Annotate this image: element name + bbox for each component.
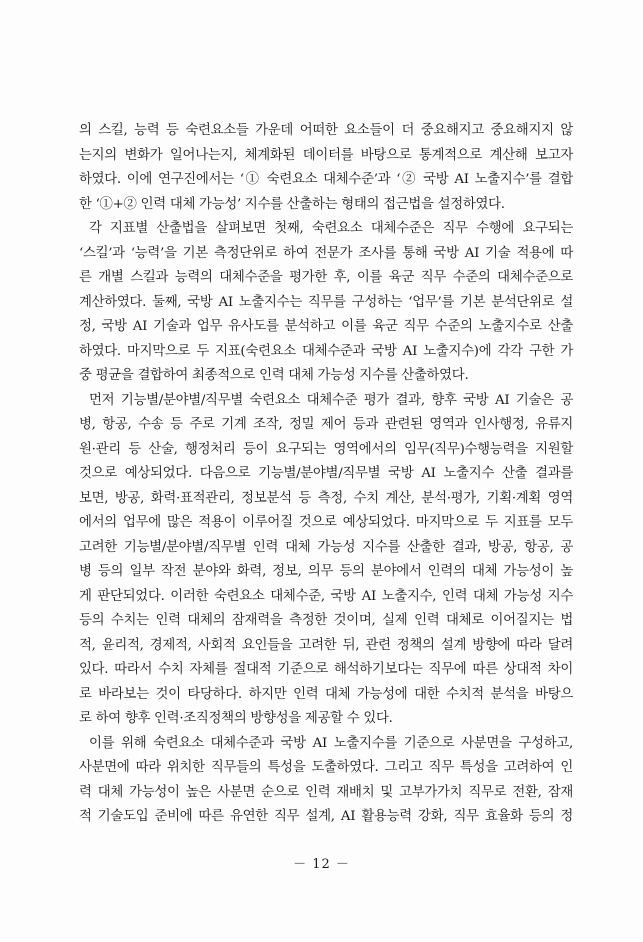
text-line: 먼저 기능별/분야별/직무별 숙련요소 대체수준 평가 결과, 향후 국방 AI 기술은 공 <box>89 392 573 408</box>
text-line: 로 바라보는 것이 타당하다. 하지만 인력 대체 가능성에 대한 수치적 분석을 바탕으 <box>79 686 573 702</box>
text-line: 하였다. 마지막으로 두 지표(숙련요소 대체수준과 국방 AI 노출지수)에 각각 구한 가 <box>79 343 573 359</box>
text-line: 로 하여 향후 인력·조직정책의 방향성을 제공할 수 있다. <box>79 711 393 726</box>
text-line: 에서의 업무에 많은 적용이 이루어질 것으로 예상되었다. 마지막으로 두 지표를 모두 <box>79 515 573 530</box>
text-line: 게 판단되었다. 이러한 숙련요소 대체수준, 국방 AI 노출지수, 인력 대체 가능성 지수 <box>79 588 573 604</box>
text-line: 보면, 방공, 화력·표적관리, 정보분석 등 측정, 수치 계산, 분석·평가, 기획·계획 영역 <box>79 490 573 506</box>
page-number: － 12 － <box>293 857 350 872</box>
text-line: 정, 국방 AI 기술과 업무 유사도를 분석하고 이를 육군 직무 수준의 노출지수로 산출 <box>79 319 573 334</box>
text-line: 이를 위해 숙련요소 대체수준과 국방 AI 노출지수를 기준으로 사분면을 구성하고, <box>89 735 573 751</box>
text-line: 각 지표별 산출법을 살펴보면 첫째, 숙련요소 대체수준은 직무 수행에 요구되는 <box>89 221 573 236</box>
text-line: 원·관리 등 산술, 행정처리 등이 요구되는 영역에서의 임무(직무)수행능력을 지원할 <box>79 441 573 457</box>
text-line: 하였다. 이에 연구진에서는 ‘① 숙련요소 대체수준’과 ‘② 국방 AI 노출지수’를 결합 <box>79 172 573 187</box>
text-line: 력 대체 가능성이 높은 사분면 순으로 인력 재배치 및 고부가가치 직무로 전환, 잠재 <box>79 784 573 800</box>
text-line: 사분면에 따라 위치한 직무들의 특성을 도출하였다. 그리고 직무 특성을 고려하여 인 <box>79 760 573 775</box>
text-line: 적, 윤리적, 경제적, 사회적 요인들을 고려한 뒤, 관련 정책의 설계 방향에 따라 달려 <box>79 637 573 653</box>
text-line: 있다. 따라서 수치 자체를 절대적 기준으로 해석하기보다는 직무에 따른 상대적 차이 <box>79 662 573 677</box>
text-line: 계산하였다. 둘째, 국방 AI 노출지수는 직무를 구성하는 ‘업무’를 기본 분석단위로 설 <box>79 294 573 310</box>
text-line: 의 스킬, 능력 등 숙련요소들 가운데 어떠한 요소들이 더 중요해지고 중요해지지 않 <box>79 123 573 138</box>
text-line: ‘스킬’과 ‘능력’을 기본 측정단위로 하여 전문가 조사를 통해 국방 AI 기술 적용에 따 <box>79 245 573 261</box>
text-line: 는지의 변화가 일어나는지, 체계화된 데이터를 바탕으로 통계적으로 계산해 보고자 <box>79 147 573 163</box>
text-line: 한 ‘①+② 인력 대체 가능성’ 지수를 산출하는 형태의 접근법을 설정하였다. <box>79 196 505 212</box>
text-line: 등의 수치는 인력 대체의 잠재력을 측정한 것이며, 실제 인력 대체로 이어질지는 법 <box>79 613 573 628</box>
text-line: 른 개별 스킬과 능력의 대체수준을 평가한 후, 이를 육군 직무 수준의 대체수준으로 <box>79 270 573 285</box>
text-line: 것으로 예상되었다. 다음으로 기능별/분야별/직무별 국방 AI 노출지수 산출 결과를 <box>79 466 573 481</box>
text-line: 적 기술도입 준비에 따른 유연한 직무 설계, AI 활용능력 강화, 직무 효율화 등의 정 <box>79 809 573 824</box>
text-line: 병, 항공, 수송 등 주로 기계 조작, 정밀 제어 등과 관련된 영역과 인사행정, 유류지 <box>79 417 573 432</box>
text-line: 중 평균을 결합하여 최종적으로 인력 대체 가능성 지수를 산출하였다. <box>79 368 469 383</box>
text-line: 병 등의 일부 작전 분야와 화력, 정보, 의무 등의 분야에서 인력의 대체 가능성이 높 <box>79 564 573 579</box>
text-line: 고려한 기능별/분야별/직무별 인력 대체 가능성 지수를 산출한 결과, 방공, 항공, 공 <box>79 539 573 555</box>
